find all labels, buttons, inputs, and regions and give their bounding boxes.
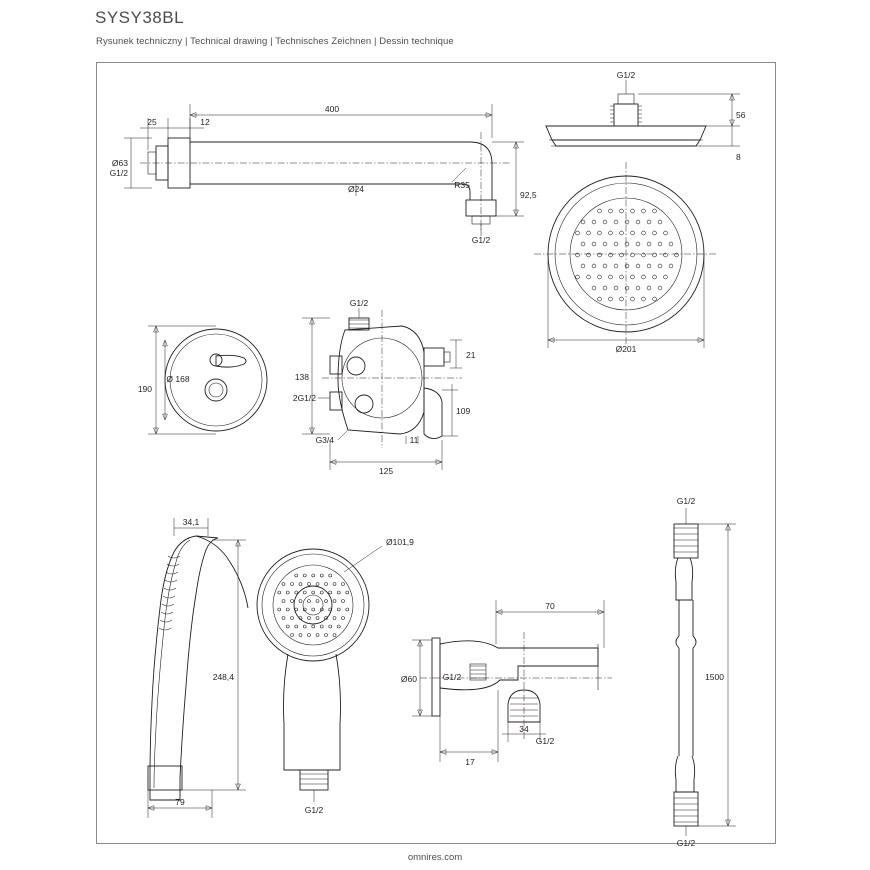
page-subtitle: Rysunek techniczny | Technical drawing | Technisches Zeichnen | Dessin technique: [96, 36, 454, 47]
footer-brand: omnires.com: [407, 852, 463, 863]
wall-elbow-drawing: [401, 600, 612, 767]
shower-head-drawing: [534, 70, 746, 354]
dim-elbow-34: 34: [519, 724, 529, 734]
page-title: SYSY38BL: [95, 8, 185, 27]
label-arm-g12-bottom: G1/2: [471, 235, 491, 245]
label-hose-g12-top: G1/2: [676, 496, 696, 506]
dim-mixer-109: 109: [456, 406, 471, 416]
dim-arm-d63: Ø63: [111, 158, 128, 168]
dim-arm-925: 92,5: [520, 190, 537, 200]
dim-hose-1500: 1500: [705, 672, 724, 682]
dim-mixer-125: 125: [378, 466, 394, 476]
label-mixer-g12-top: G1/2: [349, 298, 369, 308]
mixer-side-drawing: [293, 298, 476, 476]
label-elbow-g12-bottom: G1/2: [535, 736, 555, 746]
dim-handset-2484: 248,4: [212, 672, 234, 682]
dim-mixer-138: 138: [294, 372, 309, 382]
label-arm-g12-left: G1/2: [109, 168, 128, 178]
handset-face-drawing: [257, 537, 414, 815]
label-mixer-g34: G3/4: [315, 435, 334, 445]
hose-drawing: [674, 496, 736, 848]
dim-head-d201: Ø201: [615, 344, 637, 354]
dim-elbow-70: 70: [545, 601, 555, 611]
label-handset-g12: G1/2: [304, 805, 324, 815]
dim-mixer-21: 21: [466, 350, 476, 360]
dim-mixer-190: 190: [137, 384, 152, 394]
dim-handset-d1019: Ø101,9: [386, 537, 414, 547]
mixer-front-drawing: [138, 326, 267, 434]
label-hose-g12-bottom: G1/2: [676, 838, 696, 848]
handset-drawing: [148, 517, 248, 818]
dim-arm-400: 400: [324, 104, 340, 114]
nozzle-dots: [576, 209, 679, 301]
dim-arm-25: 25: [147, 117, 157, 127]
label-mixer-2g12: 2G1/2: [292, 393, 316, 403]
dim-head-8: 8: [736, 152, 741, 162]
dim-handset-79: 79: [175, 797, 185, 807]
dim-mixer-11: 11: [409, 435, 419, 445]
dim-elbow-d60: Ø60: [400, 674, 417, 684]
dim-head-56: 56: [736, 110, 746, 120]
label-head-g12-top: G1/2: [616, 70, 636, 80]
label-elbow-g12-left: G1/2: [442, 672, 462, 682]
shower-arm-drawing: [110, 104, 537, 245]
dim-arm-d24: Ø24: [347, 184, 365, 194]
dim-arm-r35: R35: [454, 180, 470, 190]
dim-handset-341: 34,1: [182, 517, 200, 527]
dim-arm-12: 12: [200, 117, 210, 127]
dim-mixer-d168: Ø 168: [166, 374, 190, 384]
dim-elbow-17: 17: [465, 757, 475, 767]
